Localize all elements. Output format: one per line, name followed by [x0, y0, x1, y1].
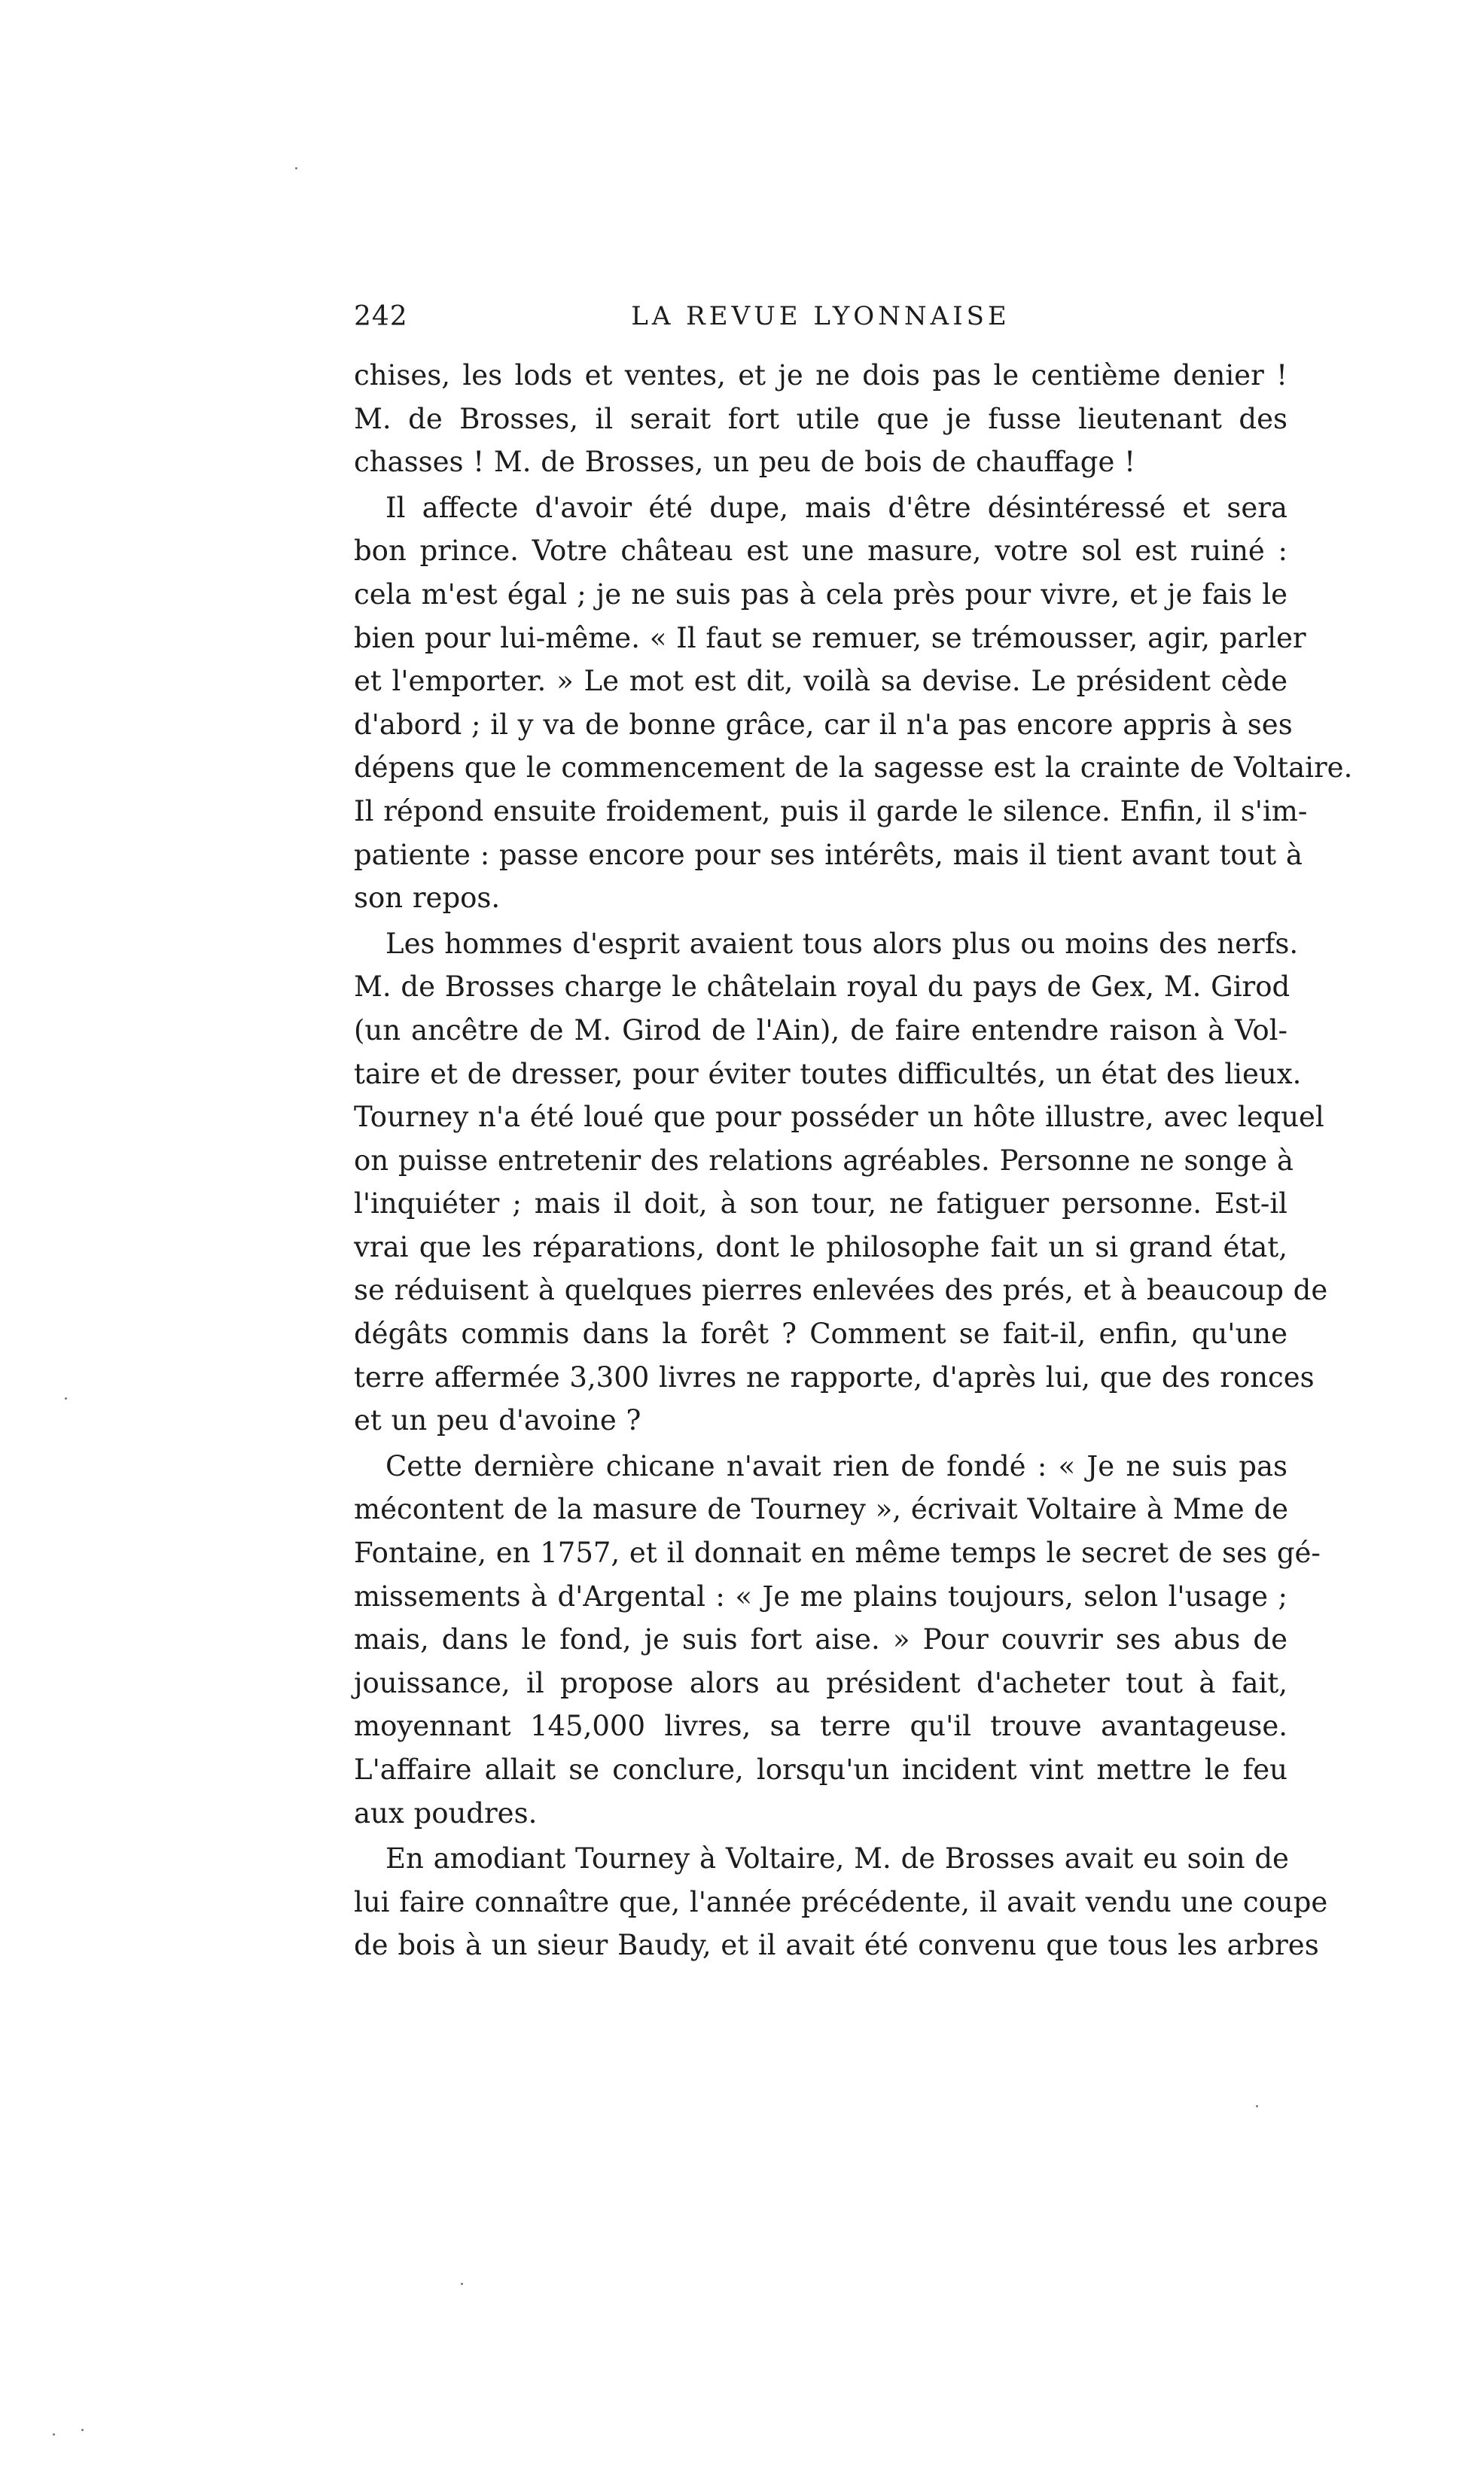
scan-speck: [81, 2429, 84, 2431]
text-line: En amodiant Tourney à Voltaire, M. de Brosses avait eu soin de: [385, 1842, 1289, 1875]
text-line: missements à d'Argental : « Je me plains toujours, selon l'usage ;: [354, 1580, 1287, 1613]
text-line: jouissance, il propose alors au président d'acheter tout à fait,: [354, 1666, 1287, 1699]
text-line: Cette dernière chicane n'avait rien de fondé : « Je ne suis pas: [385, 1449, 1287, 1482]
text-line: M. de Brosses charge le châtelain royal du pays de Gex, M. Girod: [354, 970, 1291, 1004]
text-line: l'inquiéter ; mais il doit, à son tour, ne fatiguer personne. Est-il: [354, 1187, 1287, 1220]
text-line: bon prince. Votre château est une masure, votre sol est ruiné :: [354, 535, 1287, 568]
text-line: chasses ! M. de Brosses, un peu de bois de chauffage !: [354, 446, 1135, 479]
text-line: lui faire connaître que, l'année précédente, il avait vendu une coupe: [354, 1885, 1328, 1918]
text-line: L'affaire allait se conclure, lorsqu'un incident vint mettre le feu: [354, 1753, 1287, 1786]
body-text: [354, 354, 1353, 1967]
text-line: et un peu d'avoine ?: [354, 1404, 641, 1437]
text-line: mécontent de la masure de Tourney », écrivait Voltaire à Mme de: [354, 1493, 1288, 1526]
text-line: Fontaine, en 1757, et il donnait en même temps le secret de ses gé-: [354, 1537, 1321, 1570]
text-line: se réduisent à quelques pierres enlevées des prés, et à beaucoup de: [354, 1274, 1328, 1307]
text-line: bien pour lui-même. « Il faut se remuer, se trémousser, agir, parler: [354, 621, 1306, 654]
text-line: et l'emporter. » Le mot est dit, voilà sa devise. Le président cède: [354, 665, 1287, 698]
text-line: Tourney n'a été loué que pour posséder un hôte illustre, avec lequel: [354, 1101, 1324, 1134]
text-line: (un ancêtre de M. Girod de l'Ain), de faire entendre raison à Vol-: [354, 1013, 1287, 1047]
text-line: taire et de dresser, pour éviter toutes difficultés, un état des lieux.: [354, 1057, 1302, 1090]
text-line: chises, les lods et ventes, et je ne dois pas le centième denier !: [354, 359, 1287, 392]
scan-speck: [461, 2283, 463, 2285]
text-line: aux poudres.: [354, 1796, 538, 1830]
text-line: moyennant 145,000 livres, sa terre qu'il trouve avantageuse.: [354, 1710, 1287, 1743]
scan-speck: [1256, 2105, 1258, 2107]
scan-speck: [295, 167, 297, 169]
text-line: patiente : passe encore pour ses intérêts, mais il tient avant tout à: [354, 838, 1303, 871]
scan-speck: [65, 1397, 67, 1400]
text-line: dégâts commis dans la forêt ? Comment se fait-il, enfin, qu'une: [354, 1318, 1287, 1351]
text-line: terre affermée 3,300 livres ne rapporte, d'après lui, que des ronces: [354, 1360, 1315, 1394]
text-line: son repos.: [354, 882, 501, 915]
text-line: de bois à un sieur Baudy, et il avait été convenu que tous les arbres: [354, 1929, 1319, 1962]
page-number: 242: [354, 301, 408, 332]
text-line: Il répond ensuite froidement, puis il garde le silence. Enfin, il s'im-: [354, 794, 1308, 827]
text-line: cela m'est égal ; je ne suis pas à cela près pour vivre, et je fais le: [354, 577, 1287, 611]
text-line: on puisse entretenir des relations agréables. Personne ne songe à: [354, 1144, 1294, 1177]
running-title: LA REVUE LYONNAISE: [631, 301, 1010, 331]
page-header: [354, 301, 1287, 346]
text-line: M. de Brosses, il serait fort utile que je fusse lieutenant des: [354, 402, 1287, 435]
text-line: vrai que les réparations, dont le philosophe fait un si grand état,: [354, 1230, 1287, 1263]
text-line: Les hommes d'esprit avaient tous alors plus ou moins des nerfs.: [385, 927, 1299, 960]
scan-speck: [53, 2433, 55, 2436]
text-line: dépens que le commencement de la sagesse est la crainte de Voltaire.: [354, 751, 1353, 785]
text-line: d'abord ; il y va de bonne grâce, car il n'a pas encore appris à ses: [354, 708, 1293, 741]
text-line: mais, dans le fond, je suis fort aise. » Pour couvrir ses abus de: [354, 1623, 1287, 1656]
text-line: Il affecte d'avoir été dupe, mais d'être désintéressé et sera: [385, 491, 1287, 524]
